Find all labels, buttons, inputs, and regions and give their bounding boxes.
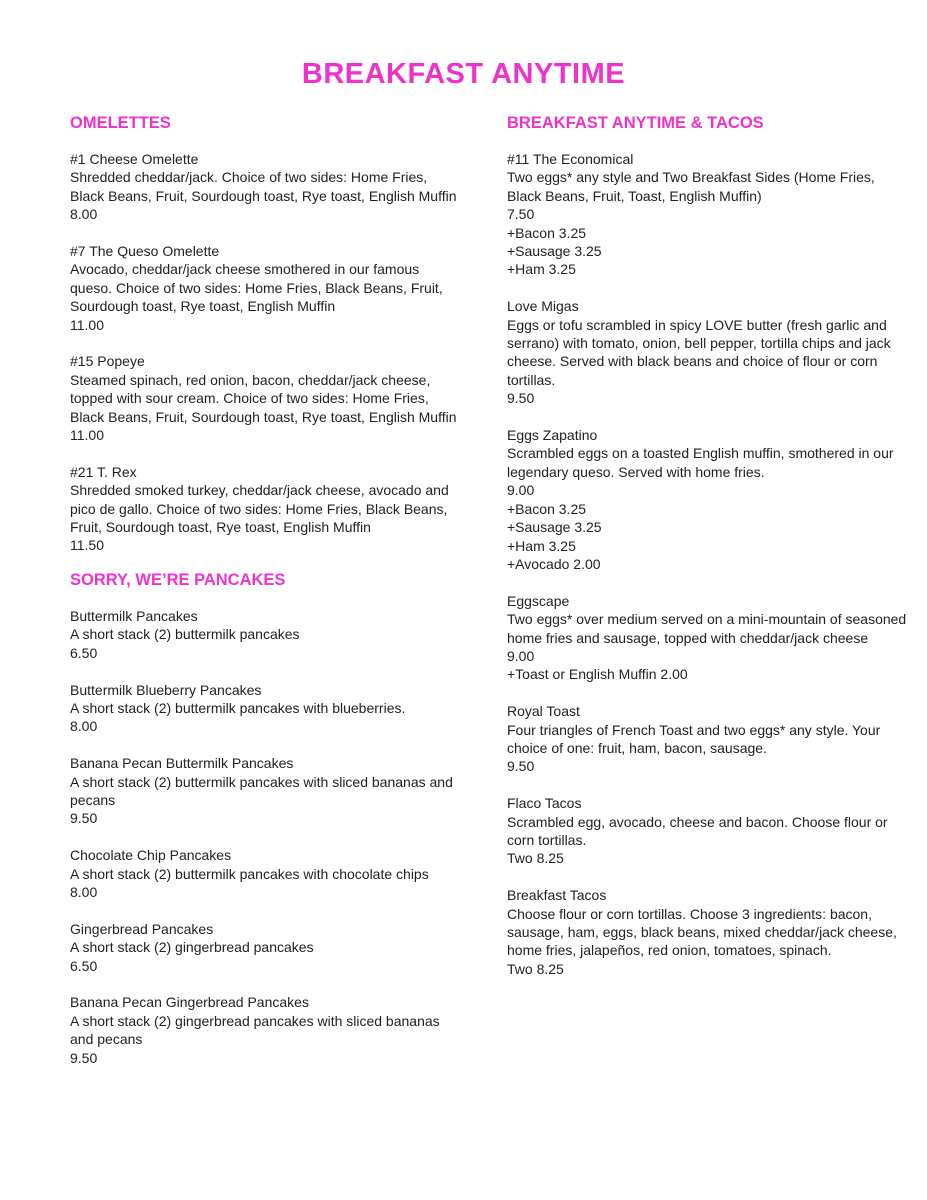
- item-name: Flaco Tacos: [507, 795, 582, 812]
- pancakes-heading: SORRY, WE’RE PANCAKES: [70, 570, 286, 589]
- menu-item: [507, 297, 907, 407]
- item-price: 8.00: [70, 206, 98, 223]
- item-price: 9.00: [507, 647, 535, 664]
- item-description: Two eggs* any style and Two Breakfast Sides (Home Fries, Black Beans, Fruit, Toast, English Muffin): [507, 169, 875, 204]
- item-name: Royal Toast: [507, 703, 580, 720]
- item-addon: +Bacon 3.25: [507, 224, 587, 241]
- item-description: Four triangles of French Toast and two eggs* any style. Your choice of one: fruit, ham, bacon, sausage.: [507, 721, 881, 756]
- menu-item: [70, 754, 465, 828]
- item-name: Breakfast Tacos: [507, 887, 607, 904]
- item-description: A short stack (2) buttermilk pancakes with sliced bananas and pecans: [70, 773, 453, 808]
- item-name: Love Migas: [507, 298, 579, 315]
- item-addon: +Sausage 3.25: [507, 243, 602, 260]
- item-name: #1 Cheese Omelette: [70, 151, 199, 167]
- item-addon: +Ham 3.25: [507, 537, 576, 554]
- item-price: 11.00: [70, 316, 104, 333]
- menu-item: [507, 150, 907, 279]
- item-description: Avocado, cheddar/jack cheese smothered in our famous queso. Choice of two sides: Home Fries, Black Beans, Fruit, Sourdough toast, Rye toast, English Muffin: [70, 261, 443, 315]
- item-description: Two eggs* over medium served on a mini-mountain of seasoned home fries and sausage, topped with cheddar/jack cheese: [507, 611, 907, 646]
- page-title: BREAKFAST ANYTIME: [301, 58, 626, 90]
- item-name: #21 T. Rex: [70, 463, 137, 480]
- item-description: A short stack (2) gingerbread pancakes: [70, 939, 314, 956]
- menu-item: [70, 242, 465, 334]
- item-price: 8.00: [70, 883, 98, 900]
- menu-item: [70, 681, 465, 736]
- menu-item: [70, 150, 465, 224]
- menu-item: [70, 463, 465, 555]
- item-addon: +Bacon 3.25: [507, 500, 587, 517]
- menu-item: [507, 702, 907, 776]
- item-description: Shredded smoked turkey, cheddar/jack cheese, avocado and pico de gallo. Choice of two sides: Home Fries, Black Beans, Fruit, Sourdough toast, Rye toast, English Muffin: [70, 482, 449, 536]
- menu-item: [507, 592, 907, 684]
- item-name: #15 Popeye: [70, 353, 145, 370]
- menu-item: [70, 607, 465, 662]
- item-price: 8.00: [70, 718, 98, 735]
- menu-item: [507, 886, 907, 978]
- menu-item: [70, 352, 465, 444]
- menu-item: [70, 920, 465, 975]
- left-column: [70, 112, 465, 1067]
- item-name: Banana Pecan Gingerbread Pancakes: [70, 994, 309, 1011]
- item-addon: +Avocado 2.00: [507, 555, 601, 572]
- item-description: A short stack (2) buttermilk pancakes: [70, 626, 300, 643]
- item-price: 7.50: [507, 206, 535, 223]
- item-price: Two 8.25: [507, 850, 564, 867]
- item-name: Eggs Zapatino: [507, 427, 598, 444]
- item-description: Choose flour or corn tortillas. Choose 3 ingredients: bacon, sausage, ham, eggs, black beans, mixed cheddar/jack cheese, home fries, jalapeños, red onion, tomatoes, spinach.: [507, 905, 897, 959]
- item-name: #7 The Queso Omelette: [70, 243, 220, 260]
- item-description: A short stack (2) gingerbread pancakes with sliced bananas and pecans: [70, 1012, 440, 1048]
- item-description: Scrambled eggs on a toasted English muffin, smothered in our legendary queso. Served with home fries.: [507, 445, 894, 480]
- item-description: A short stack (2) buttermilk pancakes with chocolate chips: [70, 865, 429, 882]
- menu-item: [70, 846, 465, 901]
- item-description: Scrambled egg, avocado, cheese and bacon. Choose flour or corn tortillas.: [507, 813, 888, 848]
- item-price: 9.50: [70, 1049, 98, 1066]
- item-name: Buttermilk Blueberry Pancakes: [70, 681, 262, 698]
- item-name: Gingerbread Pancakes: [70, 920, 214, 937]
- omelettes-heading: OMELETTES: [70, 114, 171, 132]
- item-addon: +Sausage 3.25: [507, 519, 602, 536]
- item-addon: +Toast or English Muffin 2.00: [507, 666, 688, 683]
- item-price: 9.50: [507, 758, 535, 775]
- breakfast-tacos-heading: BREAKFAST ANYTIME & TACOS: [507, 114, 764, 132]
- item-name: Eggscape: [507, 592, 570, 609]
- item-price: 9.50: [507, 390, 535, 407]
- menu-item: [70, 993, 465, 1067]
- item-description: Steamed spinach, red onion, bacon, cheddar/jack cheese, topped with sour cream. Choice of two sides: Home Fries, Black Beans, Fruit, Sourdough toast, Rye toast, English Muffin: [70, 371, 457, 425]
- item-name: Buttermilk Pancakes: [70, 607, 198, 624]
- item-price: 9.50: [70, 810, 98, 827]
- item-price: Two 8.25: [507, 960, 564, 977]
- item-description: A short stack (2) buttermilk pancakes with blueberries.: [70, 699, 406, 716]
- item-name: Chocolate Chip Pancakes: [70, 847, 232, 864]
- item-addon: +Ham 3.25: [507, 261, 576, 278]
- item-price: 6.50: [70, 644, 98, 661]
- item-description: Shredded cheddar/jack. Choice of two sides: Home Fries, Black Beans, Fruit, Sourdough toast, Rye toast, English Muffin: [70, 169, 457, 204]
- item-description: Eggs or tofu scrambled in spicy LOVE butter (fresh garlic and serrano) with tomato, onion, bell pepper, tortilla chips and jack cheese. Served with black beans and choice of flour or corn tortillas.: [507, 316, 891, 388]
- item-price: 6.50: [70, 957, 98, 974]
- item-name: Banana Pecan Buttermilk Pancakes: [70, 755, 294, 772]
- item-price: 11.00: [70, 427, 104, 444]
- item-name: #11 The Economical: [507, 151, 634, 167]
- item-price: 9.00: [507, 482, 535, 499]
- menu-item: [507, 426, 907, 573]
- item-price: 11.50: [70, 537, 104, 554]
- menu-item: [507, 794, 907, 868]
- right-column: [507, 112, 907, 978]
